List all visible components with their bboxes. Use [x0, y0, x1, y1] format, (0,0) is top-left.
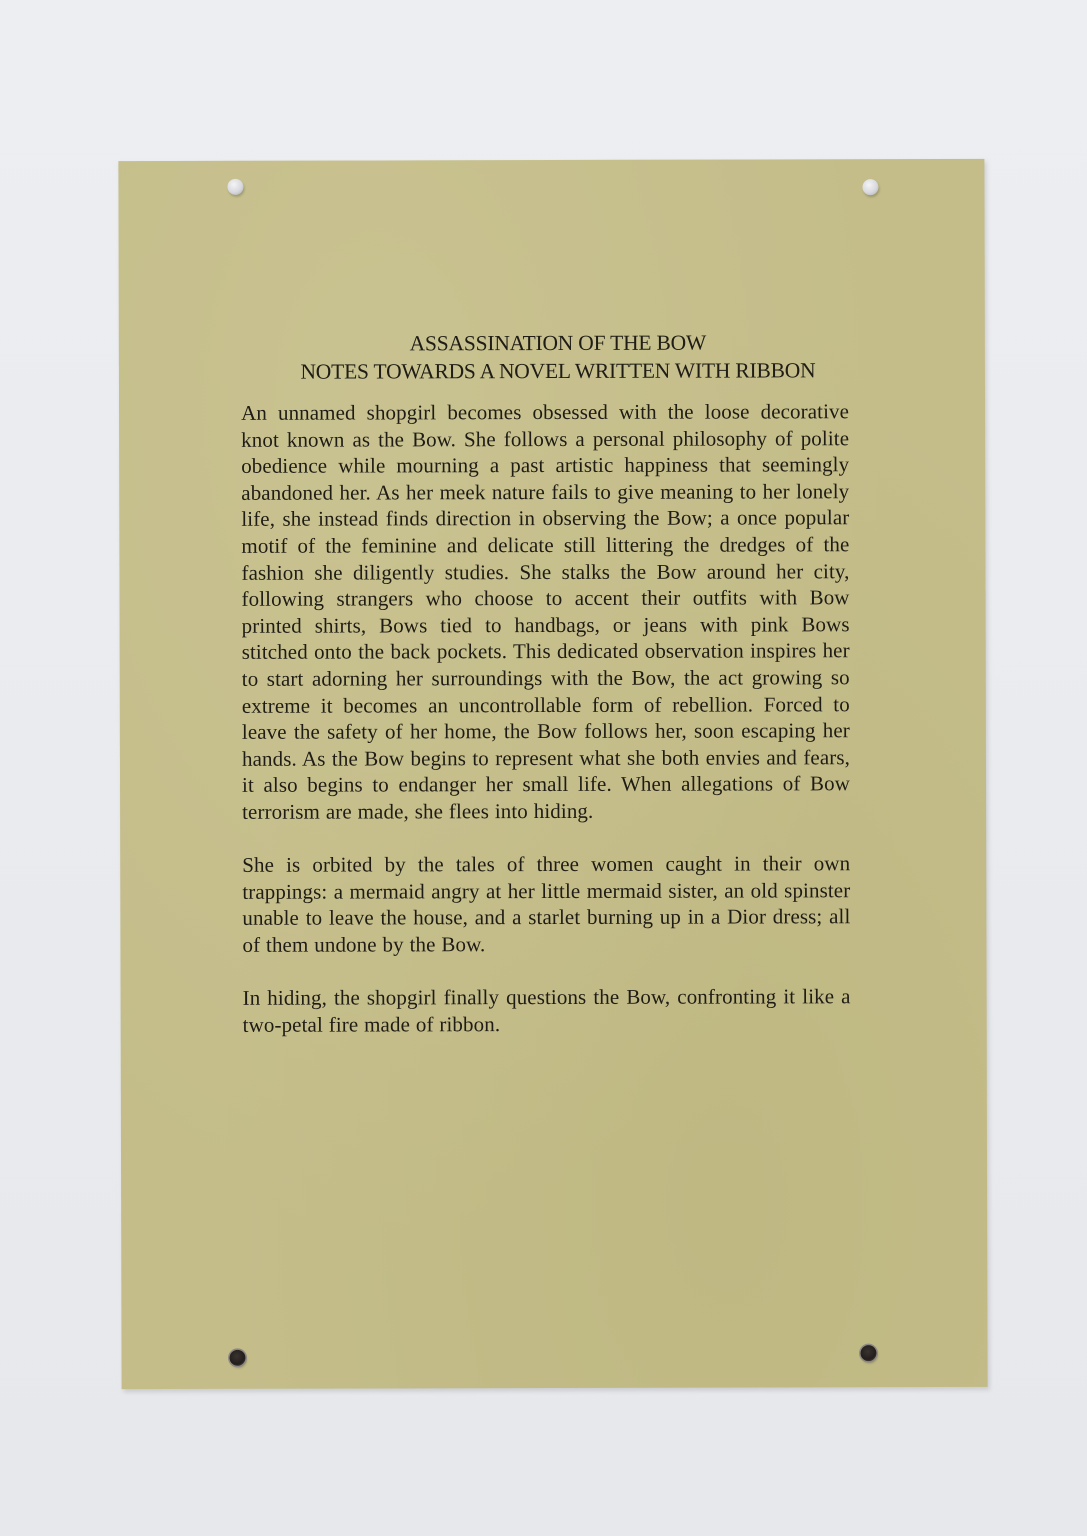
- pin-top-left-icon: [227, 179, 243, 195]
- paragraph-3: In hiding, the shopgirl finally questions the Bow, confronting it like a two-petal fire made of ribbon.: [242, 984, 851, 1037]
- paragraph-1: An unnamed shopgirl becomes obsessed with the loose decorative knot known as the Bow. She follows a personal philosophy of polite obedience while mourning a past artistic happiness that seemingly abandoned her. As her meek nature fails to give meaning to her lonely life, she instead finds direction in observing the Bow; a once popular motif of the feminine and delicate still littering the dredges of the fashion she diligently studies. She stalks the Bow around her city, following strangers who choose to accent their outfits with Bow printed shirts, Bows tied to handbags, or jeans with pink Bows stitched onto the back pockets. This dedicated observation inspires her to start adorning her surroundings with the Bow, the act growing so extreme it becomes an uncontrollable form of rebellion. Forced to leave the safety of her home, the Bow follows her, soon escaping her hands. As the Bow begins to represent what she both envies and fears, it also begins to endanger her small life. When allegations of Bow terrorism are made, she flees into hiding.: [241, 399, 851, 824]
- pin-top-right-icon: [862, 179, 878, 195]
- document-body: [241, 398, 851, 1038]
- paragraph-2: She is orbited by the tales of three women caught in their own trappings: a mermaid angry at her little mermaid sister, an old spinster unable to leave the house, and a starlet burning up in a Dior dress; all of them undone by the Bow.: [242, 851, 851, 957]
- document-title: ASSASSINATION OF THE BOW: [409, 330, 707, 356]
- pin-bottom-right-icon: [860, 1345, 876, 1361]
- document-subtitle: NOTES TOWARDS A NOVEL WRITTEN WITH RIBBON: [300, 358, 816, 384]
- pin-bottom-left-icon: [230, 1350, 246, 1366]
- wall-label-paper: [118, 159, 987, 1389]
